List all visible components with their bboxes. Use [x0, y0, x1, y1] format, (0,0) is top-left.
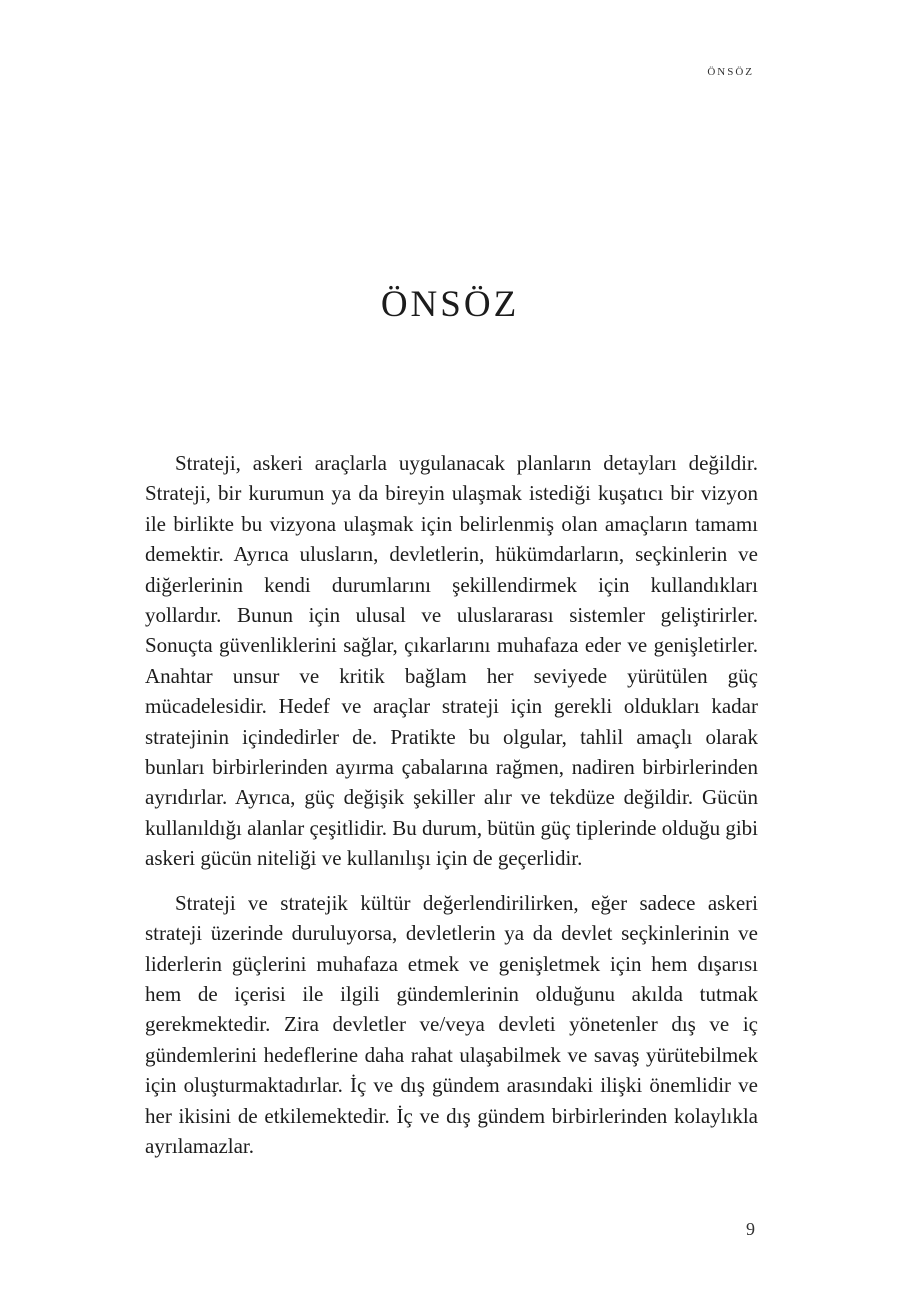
body-text	[145, 448, 758, 1161]
chapter-title: ÖNSÖZ	[380, 284, 520, 325]
running-head: ÖNSÖZ	[707, 66, 754, 78]
page-number: 9	[746, 1219, 755, 1239]
paragraph-1: Strateji, askeri araçlarla uygulanacak planların detayları değildir. Strateji, bir kurumun ya da bireyin ulaşmak istediği kuşatıcı bir vizyon ile birlikte bu vizyona ulaşmak için belirlenmiş olan amaçların tamamı demektir. Ayrıca ulusların, devletlerin, hükümdarların, seçkinlerin ve diğerlerinin kendi durumlarını şekillendirmek için kullandıkları yollardır. Bunun için ulusal ve uluslararası sistemler geliştirirler. Sonuçta güvenliklerini sağlar, çıkarlarını muhafaza eder ve genişletirler. Anahtar unsur ve kritik bağlam her seviyede yürütülen güç mücadelesidir. Hedef ve araçlar strateji için gerekli oldukları kadar stratejinin içindedirler de. Pratikte bu olgular, tahlil amaçlı olarak bunları birbirlerinden ayırma çabalarına rağmen, nadiren birbirlerinden ayrıdırlar. Ayrıca, güç değişik şekiller alır ve tekdüze değildir. Gücün kullanıldığı alanlar çeşitlidir. Bu durum, bütün güç tiplerinde olduğu gibi askeri gücün niteliği ve kullanılışı için de geçerlidir.	[145, 451, 758, 871]
paragraph-2: Strateji ve stratejik kültür değerlendirilirken, eğer sadece askeri strateji üzerinde duruluyorsa, devletlerin ya da devlet seçkinlerinin ve liderlerin güçlerini muhafaza etmek ve genişletmek için hem dışarısı hem de içerisi ile ilgili gündemlerinin olduğunu akılda tutmak gerekmektedir. Zira devletler ve/veya devleti yönetenler dış ve iç gündemlerini hedeflerine daha rahat ulaşabilmek ve savaş yürütebilmek için oluşturmaktadırlar. İç ve dış gündem arasındaki ilişki önemlidir ve her ikisini de etkilemektedir. İç ve dış gündem birbirlerinden kolaylıkla ayrılamazlar.	[145, 890, 758, 1158]
